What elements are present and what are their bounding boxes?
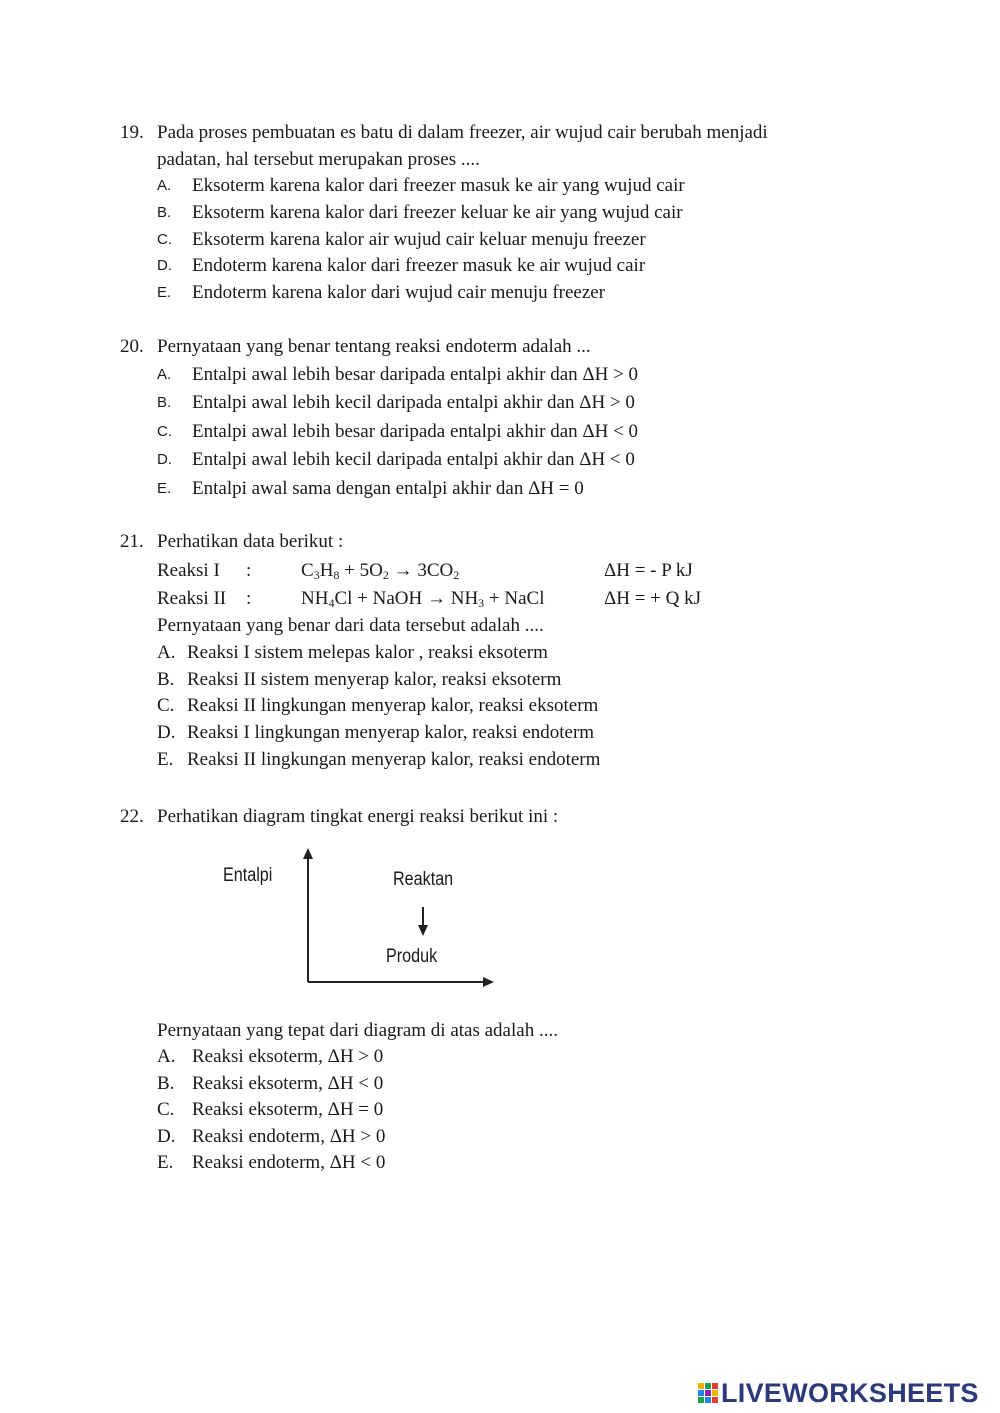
q20-option-e-text[interactable]: Entalpi awal sama dengan entalpi akhir dan ΔH = 0 xyxy=(192,478,584,499)
liveworksheets-brand-text: LIVEWORKSHEETS xyxy=(721,1377,979,1408)
q20-option-a-text[interactable]: Entalpi awal lebih besar daripada entalpi akhir dan ΔH > 0 xyxy=(192,364,639,385)
question-22-text: Perhatikan diagram tingkat energi reaksi berikut ini : xyxy=(157,806,559,827)
q21-option-b-letter: B. xyxy=(157,669,175,690)
q21-option-e-letter: E. xyxy=(157,749,174,770)
q20-option-c-text[interactable]: Entalpi awal lebih besar daripada entalpi akhir dan ΔH < 0 xyxy=(192,421,639,442)
liveworksheets-logo[interactable] xyxy=(698,1377,979,1408)
q21-option-c-letter: C. xyxy=(157,695,175,716)
q22-option-b-letter: B. xyxy=(157,1073,175,1094)
q19-option-e-letter: E. xyxy=(157,284,172,301)
question-19-number: 19. xyxy=(120,122,144,143)
question-20-number: 20. xyxy=(120,336,144,357)
reaction-1-equation: $C_3H_8 + 5O_2 \to 3CO_2$ xyxy=(301,560,460,582)
q21-option-a-text[interactable]: Reaksi I sistem melepas kalor , reaksi eksoterm xyxy=(187,642,548,663)
q22-option-e-text[interactable]: Reaksi endoterm, ΔH < 0 xyxy=(192,1152,386,1173)
question-19-text-line1: Pada proses pembuatan es batu di dalam freezer, air wujud cair berubah menjadi xyxy=(157,122,768,143)
reaction-1-label: Reaksi I xyxy=(157,560,220,581)
q22-option-b-text[interactable]: Reaksi eksoterm, ΔH < 0 xyxy=(192,1073,384,1094)
q20-option-c-letter: C. xyxy=(157,423,172,440)
q19-option-a-letter: A. xyxy=(157,177,172,194)
q22-option-d-letter: D. xyxy=(157,1126,176,1147)
q21-option-b-text[interactable]: Reaksi II sistem menyerap kalor, reaksi eksoterm xyxy=(187,669,562,690)
q19-option-b-letter: B. xyxy=(157,204,172,221)
question-20-text: Pernyataan yang benar tentang reaksi endoterm adalah ... xyxy=(157,336,591,357)
question-22-statement: Pernyataan yang tepat dari diagram di atas adalah .... xyxy=(157,1020,558,1041)
reaction-1-enthalpy: ΔH = - P kJ xyxy=(604,560,693,581)
question-22-number: 22. xyxy=(120,806,144,827)
q19-option-b-text[interactable]: Eksoterm karena kalor dari freezer keluar ke air yang wujud cair xyxy=(192,202,683,223)
diagram-y-axis-arrowhead xyxy=(303,848,313,859)
q21-option-a-letter: A. xyxy=(157,642,176,663)
q20-option-b-text[interactable]: Entalpi awal lebih kecil daripada entalpi akhir dan ΔH > 0 xyxy=(192,392,635,413)
q20-option-a-letter: A. xyxy=(157,366,172,383)
q20-option-d-letter: D. xyxy=(157,451,172,468)
q22-option-a-letter: A. xyxy=(157,1046,176,1067)
reaction-2-enthalpy: ΔH = + Q kJ xyxy=(604,588,701,609)
q22-option-a-text[interactable]: Reaksi eksoterm, ΔH > 0 xyxy=(192,1046,384,1067)
q19-option-d-text[interactable]: Endoterm karena kalor dari freezer masuk ke air wujud cair xyxy=(192,255,646,276)
question-21-text: Perhatikan data berikut : xyxy=(157,531,344,552)
q22-option-d-text[interactable]: Reaksi endoterm, ΔH > 0 xyxy=(192,1126,386,1147)
energy-diagram xyxy=(290,845,500,990)
q21-option-d-letter: D. xyxy=(157,722,176,743)
liveworksheets-grid-icon xyxy=(698,1383,718,1403)
q19-option-d-letter: D. xyxy=(157,257,172,274)
diagram-x-axis-arrowhead xyxy=(483,977,494,987)
q20-option-b-letter: B. xyxy=(157,394,172,411)
question-19-text-line2: padatan, hal tersebut merupakan proses .... xyxy=(157,149,480,170)
q22-option-c-letter: C. xyxy=(157,1099,175,1120)
q19-option-c-letter: C. xyxy=(157,231,172,248)
diagram-reaction-arrowhead xyxy=(418,925,428,936)
q22-option-c-text[interactable]: Reaksi eksoterm, ΔH = 0 xyxy=(192,1099,384,1120)
q21-option-d-text[interactable]: Reaksi I lingkungan menyerap kalor, reaksi endoterm xyxy=(187,722,595,743)
question-21-number: 21. xyxy=(120,531,144,552)
q19-option-e-text[interactable]: Endoterm karena kalor dari wujud cair menuju freezer xyxy=(192,282,606,303)
q20-option-d-text[interactable]: Entalpi awal lebih kecil daripada entalpi akhir dan ΔH < 0 xyxy=(192,449,635,470)
question-21-statement: Pernyataan yang benar dari data tersebut adalah .... xyxy=(157,615,544,636)
diagram-y-label: Entalpi xyxy=(223,865,273,886)
q22-option-e-letter: E. xyxy=(157,1152,174,1173)
diagram-product-label: Produk xyxy=(386,946,438,967)
reaction-1-colon: : xyxy=(246,560,252,581)
reaction-2-colon: : xyxy=(246,588,252,609)
reaction-2-equation: $NH_4Cl$ + NaOH → $NH_3$ + NaCl xyxy=(301,588,545,610)
q19-option-c-text[interactable]: Eksoterm karena kalor air wujud cair keluar menuju freezer xyxy=(192,229,646,250)
q21-option-c-text[interactable]: Reaksi II lingkungan menyerap kalor, reaksi eksoterm xyxy=(187,695,599,716)
q21-option-e-text[interactable]: Reaksi II lingkungan menyerap kalor, reaksi endoterm xyxy=(187,749,601,770)
reaction-2-label: Reaksi II xyxy=(157,588,227,609)
q19-option-a-text[interactable]: Eksoterm karena kalor dari freezer masuk ke air yang wujud cair xyxy=(192,175,685,196)
diagram-reactant-label: Reaktan xyxy=(393,869,454,890)
q20-option-e-letter: E. xyxy=(157,480,172,497)
